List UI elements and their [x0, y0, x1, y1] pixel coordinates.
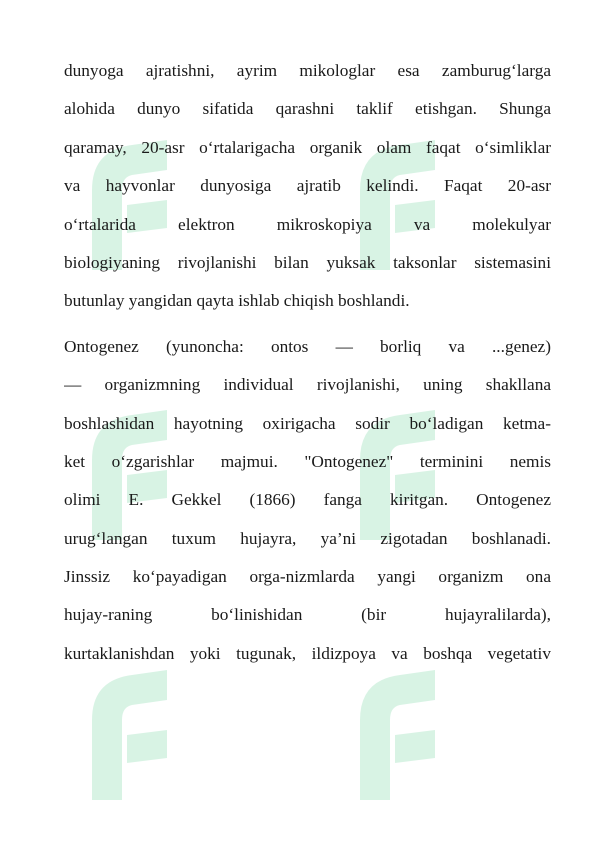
text-line: dunyoga ajratishni, ayrim mikologlar esa zamburug‘larga — [64, 61, 551, 80]
text-line: hujay-raning bo‘linishidan (bir hujayralilarda), — [64, 605, 551, 625]
paragraph — [64, 52, 551, 321]
text-line: biologiyaning rivojlanishi bilan yuksak taksonlar sistemasini — [64, 252, 551, 272]
text-line: urug‘langan tuxum hujayra, ya’ni zigotadan boshlanadi. — [64, 528, 551, 548]
text-line: alohida dunyo sifatida qarashni taklif etishgan. Shunga — [64, 99, 551, 119]
leaf-logo-icon — [72, 660, 182, 810]
text-line: Ontogenez (yunoncha: ontos — borliq va ...genez) — [64, 336, 551, 356]
text-line: o‘rtalarida elektron mikroskopiya va molekulyar — [64, 214, 551, 234]
text-line: Jinssiz ko‘payadigan orga-nizmlarda yangi organizm ona — [64, 567, 551, 587]
leaf-logo-icon — [340, 660, 450, 810]
text-line: butunlay yangidan qayta ishlab chiqish boshlandi. — [64, 291, 410, 311]
text-line: qaramay, 20-asr o‘rtalarigacha organik olam faqat o‘simliklar — [64, 137, 551, 157]
paragraph-spacer — [64, 321, 551, 328]
text-line: va hayvonlar dunyosiga ajratib kelindi. Faqat 20-asr — [64, 176, 551, 196]
text-line: kurtaklanishdan yoki tugunak, ildizpoya va boshqa vegetativ — [64, 643, 551, 663]
text-line: — organizmning individual rivojlanishi, uning shakllana — [64, 375, 551, 395]
text-line: ket o‘zgarishlar majmui. "Ontogenez" terminini nemis — [64, 451, 551, 471]
paragraph — [64, 328, 551, 674]
text-line: olimi E. Gekkel (1866) fanga kiritgan. Ontogenez — [64, 490, 551, 510]
body-text — [64, 52, 551, 673]
text-line: boshlashidan hayotning oxirigacha sodir bo‘ladigan ketma- — [64, 413, 551, 433]
